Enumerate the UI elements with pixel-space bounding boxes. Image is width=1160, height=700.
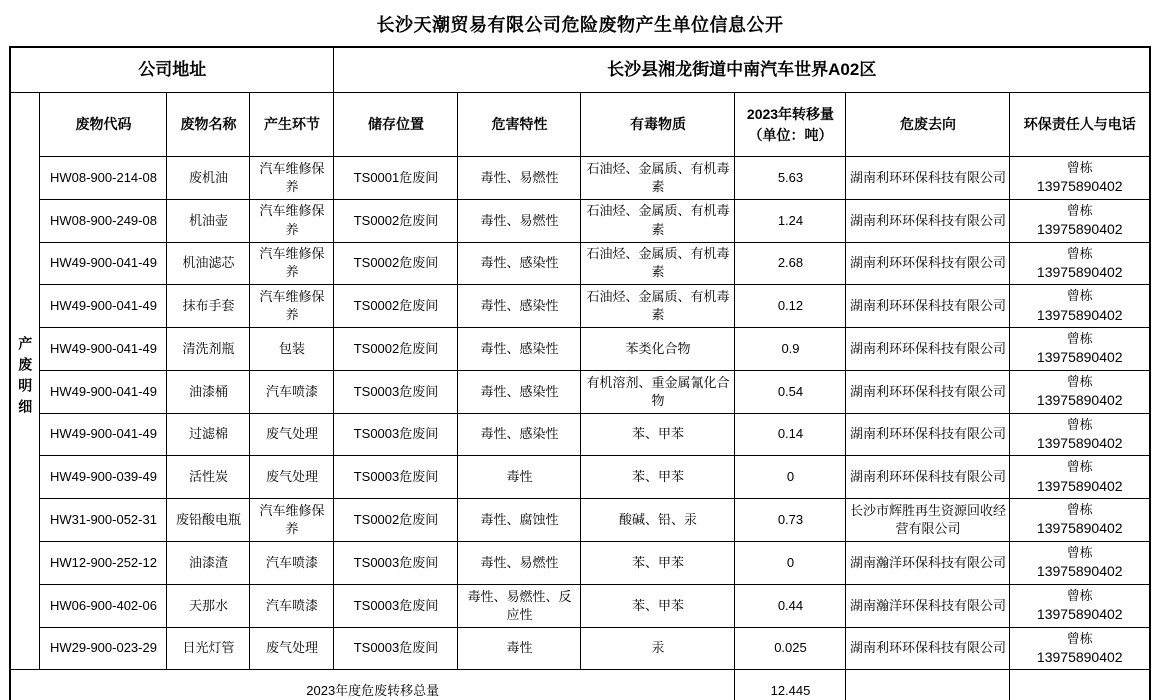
waste-code-cell: HW08-900-249-08: [40, 199, 167, 242]
destination-cell: 长沙市辉胜再生资源回收经营有限公司: [846, 499, 1010, 542]
table-row: [10, 627, 1150, 670]
amount-cell: 0.14: [735, 413, 846, 456]
stage-cell: 汽车喷漆: [250, 542, 334, 585]
waste-name-cell: 机油滤芯: [167, 242, 250, 285]
stage-cell: 汽车喷漆: [250, 370, 334, 413]
contact-cell: [1010, 285, 1150, 328]
contact-cell: [1010, 328, 1150, 371]
waste-table-body: [10, 47, 1150, 700]
destination-cell: 湖南瀚洋环保科技有限公司: [846, 542, 1010, 585]
hazard-cell: 毒性: [458, 456, 581, 499]
storage-cell: TS0001危废间: [334, 157, 458, 200]
waste-name-cell: 活性炭: [167, 456, 250, 499]
toxic-cell: 有机溶剂、重金属氰化合物: [581, 370, 735, 413]
amount-cell: 0.025: [735, 627, 846, 670]
storage-cell: TS0003危废间: [334, 456, 458, 499]
waste-code-cell: HW12-900-252-12: [40, 542, 167, 585]
amount-cell: 0.73: [735, 499, 846, 542]
summary-row: [10, 670, 1150, 700]
table-row: [10, 285, 1150, 328]
waste-code-cell: HW31-900-052-31: [40, 499, 167, 542]
hazard-cell: 毒性、感染性: [458, 285, 581, 328]
waste-code-cell: HW06-900-402-06: [40, 584, 167, 627]
contact-cell: [1010, 499, 1150, 542]
stage-cell: 包装: [250, 328, 334, 371]
hazard-cell: 毒性、易燃性: [458, 157, 581, 200]
total-destination-empty-cell: [846, 670, 1010, 700]
contact-name: 曾栋: [1066, 416, 1093, 432]
col-header-amount-line1: 2023年转移量: [746, 105, 835, 122]
table-row: [10, 242, 1150, 285]
hazard-cell: 毒性: [458, 627, 581, 670]
storage-cell: TS0002危废间: [334, 328, 458, 371]
table-row: [10, 157, 1150, 200]
toxic-cell: 苯、甲苯: [581, 413, 735, 456]
contact-phone: 13975890402: [1036, 349, 1123, 366]
table-row: [10, 584, 1150, 627]
col-header-stage: 产生环节: [250, 93, 334, 157]
toxic-cell: 汞: [581, 627, 735, 670]
contact-cell: [1010, 456, 1150, 499]
amount-cell: 0: [735, 456, 846, 499]
waste-name-cell: 抹布手套: [167, 285, 250, 328]
destination-cell: 湖南利环环保科技有限公司: [846, 413, 1010, 456]
table-row: [10, 499, 1150, 542]
col-header-toxic: 有毒物质: [581, 93, 735, 157]
contact-phone: 13975890402: [1036, 306, 1123, 323]
hazard-cell: 毒性、腐蚀性: [458, 499, 581, 542]
col-header-hazard: 危害特性: [458, 93, 581, 157]
contact-cell: [1010, 584, 1150, 627]
col-header-amount: [735, 93, 846, 157]
contact-cell: [1010, 242, 1150, 285]
stage-cell: 汽车维修保养: [250, 242, 334, 285]
table-row: [10, 542, 1150, 585]
table-row: [10, 413, 1150, 456]
toxic-cell: 石油烃、金属质、有机毒素: [581, 157, 735, 200]
address-row: [10, 47, 1150, 93]
amount-cell: 0.54: [735, 370, 846, 413]
contact-name: 曾栋: [1066, 459, 1093, 475]
waste-name-cell: 废机油: [167, 157, 250, 200]
destination-cell: 湖南利环环保科技有限公司: [846, 199, 1010, 242]
stage-cell: 汽车喷漆: [250, 584, 334, 627]
col-header-name: 废物名称: [167, 93, 250, 157]
amount-cell: 5.63: [735, 157, 846, 200]
waste-name-cell: 天那水: [167, 584, 250, 627]
waste-name-cell: 油漆桶: [167, 370, 250, 413]
stage-cell: 汽车维修保养: [250, 499, 334, 542]
destination-cell: 湖南利环环保科技有限公司: [846, 285, 1010, 328]
stage-cell: 废气处理: [250, 413, 334, 456]
storage-cell: TS0002危废间: [334, 499, 458, 542]
table-row: [10, 199, 1150, 242]
contact-cell: [1010, 627, 1150, 670]
waste-code-cell: HW29-900-023-29: [40, 627, 167, 670]
stage-cell: 汽车维修保养: [250, 199, 334, 242]
waste-code-cell: HW49-900-041-49: [40, 370, 167, 413]
address-label-cell: 公司地址: [10, 47, 334, 93]
storage-cell: TS0002危废间: [334, 199, 458, 242]
contact-name: 曾栋: [1066, 160, 1093, 175]
amount-cell: 0.12: [735, 285, 846, 328]
contact-name: 曾栋: [1066, 502, 1093, 518]
contact-phone: 13975890402: [1036, 648, 1123, 665]
toxic-cell: 石油烃、金属质、有机毒素: [581, 242, 735, 285]
waste-name-cell: 过滤棉: [167, 413, 250, 456]
contact-name: 曾栋: [1066, 331, 1093, 347]
waste-code-cell: HW08-900-214-08: [40, 157, 167, 200]
total-value-cell: 12.445: [735, 670, 846, 700]
section-label-cell: [10, 93, 40, 670]
contact-phone: 13975890402: [1036, 263, 1123, 280]
contact-phone: 13975890402: [1036, 606, 1123, 622]
hazard-cell: 毒性、感染性: [458, 328, 581, 371]
destination-cell: 湖南利环环保科技有限公司: [846, 157, 1010, 200]
toxic-cell: 酸碱、铅、汞: [581, 499, 735, 542]
amount-cell: 2.68: [735, 242, 846, 285]
hazard-cell: 毒性、易燃性: [458, 199, 581, 242]
address-value-cell: 长沙县湘龙街道中南汽车世界A02区: [334, 47, 1150, 93]
section-label: 产废明细: [17, 336, 34, 421]
contact-cell: [1010, 413, 1150, 456]
col-header-destination: 危废去向: [846, 93, 1010, 157]
table-row: [10, 328, 1150, 371]
total-label-cell: 2023年度危废转移总量: [10, 670, 735, 700]
amount-cell: 0: [735, 542, 846, 585]
contact-phone: 13975890402: [1036, 220, 1123, 237]
amount-cell: 0.44: [735, 584, 846, 627]
storage-cell: TS0002危废间: [334, 285, 458, 328]
waste-code-cell: HW49-900-041-49: [40, 328, 167, 371]
hazard-cell: 毒性、易燃性、反应性: [458, 584, 581, 627]
contact-phone: 13975890402: [1036, 392, 1123, 409]
waste-code-cell: HW49-900-041-49: [40, 285, 167, 328]
waste-code-cell: HW49-900-039-49: [40, 456, 167, 499]
storage-cell: TS0003危废间: [334, 413, 458, 456]
contact-phone: 13975890402: [1036, 434, 1123, 451]
storage-cell: TS0003危废间: [334, 542, 458, 585]
destination-cell: 湖南利环环保科技有限公司: [846, 370, 1010, 413]
col-header-storage: 储存位置: [334, 93, 458, 157]
toxic-cell: 苯类化合物: [581, 328, 735, 371]
table-row: [10, 370, 1150, 413]
contact-phone: 13975890402: [1036, 178, 1123, 195]
stage-cell: 废气处理: [250, 627, 334, 670]
waste-name-cell: 机油壶: [167, 199, 250, 242]
amount-cell: 1.24: [735, 199, 846, 242]
toxic-cell: 苯、甲苯: [581, 542, 735, 585]
stage-cell: 汽车维修保养: [250, 285, 334, 328]
waste-disclosure-table: [9, 46, 1151, 700]
storage-cell: TS0003危废间: [334, 370, 458, 413]
waste-code-cell: HW49-900-041-49: [40, 413, 167, 456]
storage-cell: TS0003危废间: [334, 627, 458, 670]
hazard-cell: 毒性、感染性: [458, 413, 581, 456]
destination-cell: 湖南利环环保科技有限公司: [846, 328, 1010, 371]
col-header-code: 废物代码: [40, 93, 167, 157]
waste-code-cell: HW49-900-041-49: [40, 242, 167, 285]
contact-name: 曾栋: [1066, 545, 1093, 561]
header-row: [10, 93, 1150, 157]
destination-cell: 湖南利环环保科技有限公司: [846, 456, 1010, 499]
hazard-cell: 毒性、感染性: [458, 242, 581, 285]
table-row: [10, 456, 1150, 499]
contact-cell: [1010, 157, 1150, 200]
toxic-cell: 石油烃、金属质、有机毒素: [581, 199, 735, 242]
destination-cell: 湖南利环环保科技有限公司: [846, 627, 1010, 670]
waste-name-cell: 日光灯管: [167, 627, 250, 670]
hazard-cell: 毒性、易燃性: [458, 542, 581, 585]
contact-cell: [1010, 542, 1150, 585]
storage-cell: TS0003危废间: [334, 584, 458, 627]
toxic-cell: 石油烃、金属质、有机毒素: [581, 285, 735, 328]
amount-cell: 0.9: [735, 328, 846, 371]
waste-name-cell: 废铅酸电瓶: [167, 499, 250, 542]
col-header-amount-line2: （单位：吨）: [748, 126, 833, 143]
contact-name: 曾栋: [1066, 288, 1093, 304]
total-contact-empty-cell: [1010, 670, 1150, 700]
storage-cell: TS0002危废间: [334, 242, 458, 285]
contact-name: 曾栋: [1066, 630, 1093, 646]
col-header-contact: 环保责任人与电话: [1010, 93, 1150, 157]
contact-cell: [1010, 199, 1150, 242]
destination-cell: 湖南利环环保科技有限公司: [846, 242, 1010, 285]
destination-cell: 湖南瀚洋环保科技有限公司: [846, 584, 1010, 627]
contact-cell: [1010, 370, 1150, 413]
contact-name: 曾栋: [1066, 587, 1093, 603]
contact-name: 曾栋: [1066, 373, 1093, 389]
contact-name: 曾栋: [1066, 245, 1093, 261]
contact-phone: 13975890402: [1036, 477, 1123, 494]
page-title: 长沙天潮贸易有限公司危险废物产生单位信息公开: [376, 15, 784, 35]
stage-cell: 废气处理: [250, 456, 334, 499]
toxic-cell: 苯、甲苯: [581, 584, 735, 627]
contact-name: 曾栋: [1066, 202, 1093, 218]
contact-phone: 13975890402: [1036, 520, 1123, 537]
waste-name-cell: 油漆渣: [167, 542, 250, 585]
waste-name-cell: 清洗剂瓶: [167, 328, 250, 371]
hazard-cell: 毒性、感染性: [458, 370, 581, 413]
toxic-cell: 苯、甲苯: [581, 456, 735, 499]
stage-cell: 汽车维修保养: [250, 157, 334, 200]
contact-phone: 13975890402: [1036, 563, 1123, 580]
